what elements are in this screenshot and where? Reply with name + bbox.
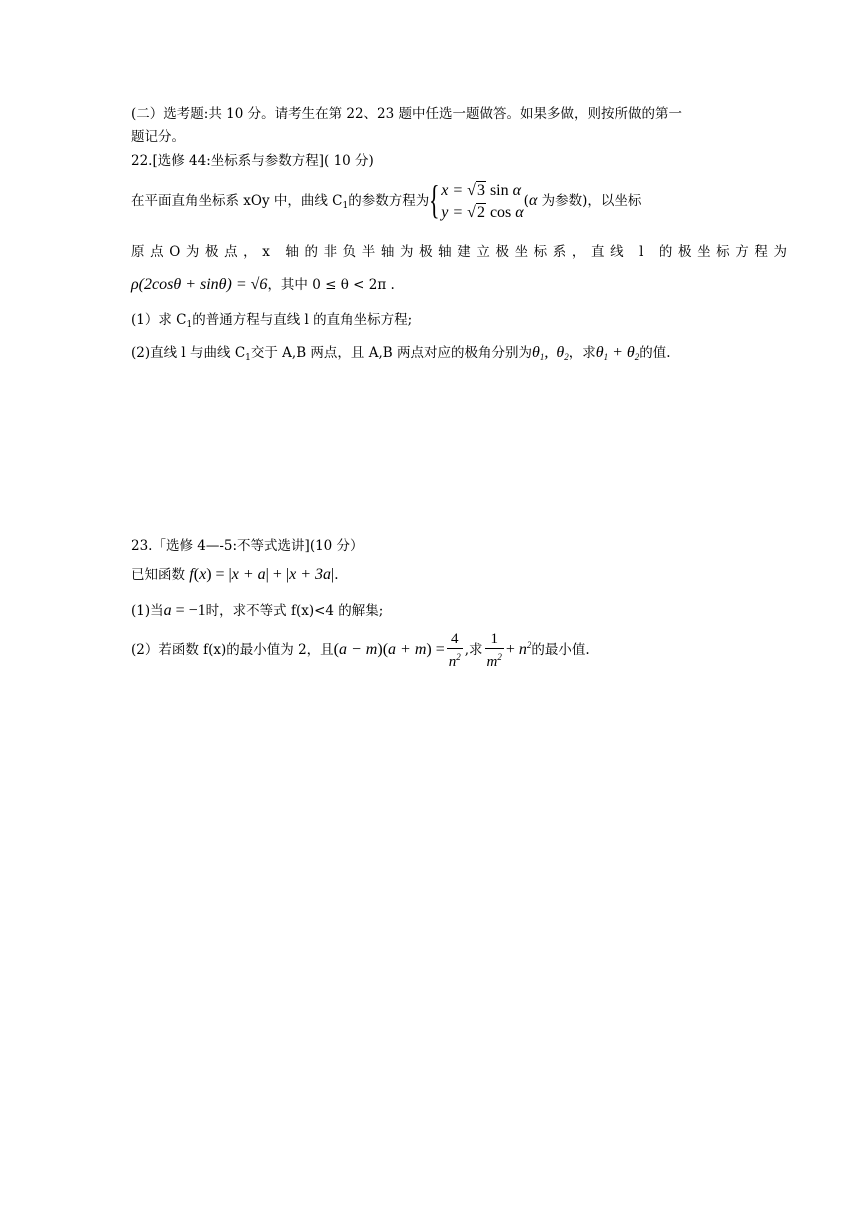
q22-part2-text-b: 交于 A,B 两点，且 A,B 两点对应的极角分别为	[250, 345, 532, 361]
q23-intro: 已知函数 f(x) = |x + a| + |x + 3a|.	[131, 566, 339, 583]
param-note-open: (	[523, 193, 529, 209]
theta1-theta2: $\theta_1$, $\theta_2$	[531, 344, 569, 362]
q23-title: 23.「选修 4—-5:不等式选讲](10 分）	[131, 538, 364, 554]
param-eq-x: x = √3 sin α	[441, 181, 522, 199]
q22-polar-line	[131, 275, 395, 295]
q22-part1-text-a: (1）求 C	[131, 312, 187, 328]
q23-part2-text-a: (2）若函数 f(x)的最小值为 2，且	[131, 642, 334, 658]
q22-part2	[131, 343, 671, 368]
q23-part1-text-a: (1)当	[131, 603, 164, 619]
q23-part2-text-c: 的最小值.	[531, 642, 590, 658]
q22-title: 22.[选修 44:坐标系与参数方程]( 10 分)	[131, 153, 374, 169]
q23-part2-text-b: ,求	[464, 642, 483, 658]
q22-part2-text-d: 的值.	[639, 345, 671, 361]
q22-intro-text-a: 在平面直角坐标系 xOy 中，曲线 C	[131, 193, 343, 209]
q23-part2	[131, 626, 590, 671]
q22-part2-text-a: (2)直线 l 与曲线 C	[131, 345, 246, 361]
param-note-alpha: α	[528, 192, 538, 209]
q22-part2-text-c: ，求	[568, 345, 596, 361]
q22-intro-subscript: 1	[342, 201, 349, 211]
function-definition: f(x) = |x + a| + |x + 3a|	[189, 566, 335, 583]
param-note-text: 为参数)，以坐标	[537, 193, 642, 209]
plus-n-squared: + $n^2$	[505, 640, 532, 658]
q22-part1	[131, 310, 412, 335]
q22-intro	[131, 178, 641, 229]
q23-part1-text-b: 时，求不等式 f(x)<4 的解集;	[205, 603, 384, 619]
left-brace: {	[429, 176, 440, 222]
a-value: a = −1	[163, 602, 206, 619]
q22-part1-text-b: 的普通方程与直线 l 的直角坐标方程;	[192, 312, 413, 328]
section-header: (二）选考题:共 10 分。请考生在第 22、23 题中任选一题做答。如果多做，则按所做的第一	[131, 106, 683, 122]
q22-part2-subscript: 1	[245, 353, 251, 363]
q23-intro-text: 已知函数	[131, 567, 185, 583]
q22-line2: 原点O为极点，x 轴的非负半轴为极轴建立极坐标系，直线 l 的极坐标方程为	[131, 244, 793, 260]
q22-intro-text-b: 的参数方程为	[348, 193, 430, 209]
fraction-4-over-n2: $\frac{4}{n^2}$	[448, 630, 461, 670]
q23-part1	[131, 601, 383, 621]
parametric-equations	[429, 176, 524, 224]
polar-equation: ρ(2cosθ + sinθ) = √6	[131, 276, 268, 293]
section-header-continued: 题记分。	[131, 129, 185, 145]
param-eq-y: y = √2 cos α	[441, 203, 524, 221]
polar-range: ，其中 0 ≤ θ < 2π .	[267, 277, 395, 293]
product-expression: (a − m)(a + m) =	[333, 641, 445, 658]
fraction-1-over-m2: $\frac{1}{m^2}$	[486, 630, 502, 670]
q22-part1-subscript: 1	[186, 320, 193, 330]
theta-sum: $\theta_1 + \theta_2$	[595, 344, 640, 362]
